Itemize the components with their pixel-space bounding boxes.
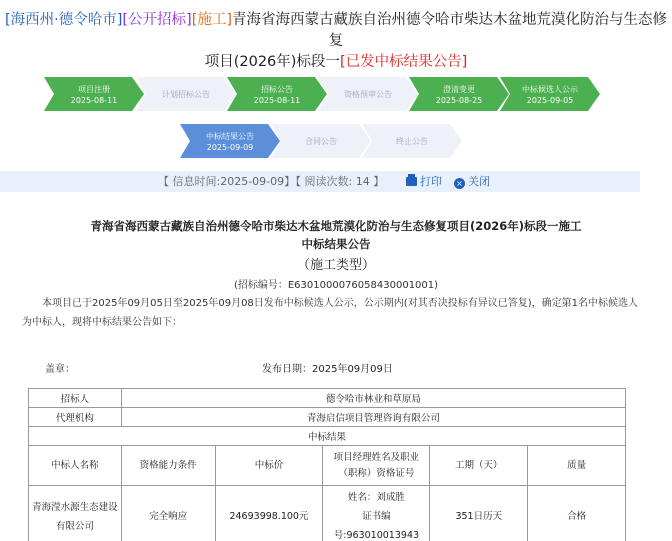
table-row (29, 408, 626, 427)
step-label: 计划招标公告 (162, 90, 210, 99)
publish-date: 发布日期：2025年09月09日 (262, 364, 393, 375)
step-2 (136, 77, 236, 111)
title-name-line2: 项目(2026年)标段一 (204, 54, 340, 70)
table-row (29, 389, 626, 408)
title-region[interactable]: [海西州·德令哈市] (4, 12, 123, 28)
winner-manager (323, 486, 430, 541)
info-views (290, 171, 384, 192)
step-date: 2025-08-11 (70, 96, 118, 105)
page-title (0, 10, 672, 73)
close-label: 关闭 (468, 175, 490, 188)
title-name: 青海省海西蒙古藏族自治州德令哈市柴达木盆地荒漠化防治与生态修复 (232, 12, 668, 49)
step-label: 招标公告 (261, 85, 293, 94)
agency-label: 代理机构 (29, 408, 122, 427)
title-status: [已发中标结果公告] (339, 54, 468, 70)
table-header-row (29, 446, 626, 486)
manager-cert: 证书编号:963010013943 (333, 511, 420, 541)
step-8 (271, 124, 371, 158)
col-header: 工期（天） (430, 446, 528, 486)
tenderer-value: 德令哈市林业和草原局 (121, 389, 625, 408)
col-header: 质量 (528, 446, 626, 486)
printer-icon (406, 177, 417, 186)
doc-type: （施工类型） (296, 258, 375, 273)
col-header: 项目经理姓名及职业（职称）资格证号 (323, 446, 430, 486)
table-row (29, 486, 626, 541)
step-4 (318, 77, 418, 111)
title-type[interactable]: [施工] (191, 12, 233, 28)
step-label: 资格预审公告 (344, 90, 392, 99)
col-header: 中标人名称 (29, 446, 122, 486)
step-6[interactable] (500, 77, 600, 111)
print-button[interactable] (406, 171, 442, 192)
step-label: 项目注册 (78, 85, 110, 94)
print-label: 打印 (420, 175, 442, 188)
info-time: 【 信息时间:2025-09-09】 (158, 175, 296, 188)
step-label: 中标结果公告 (206, 132, 254, 141)
doc-body: 本项目已于2025年09月05日至2025年09月08日发布中标候选人公示，公示期内(对其否决投标有异议已答复)，确定第1名中标候选人为中标人，现将中标结果公告如下： (22, 298, 638, 328)
winner-quality: 合格 (528, 486, 626, 541)
col-header: 中标价 (215, 446, 323, 486)
step-label: 终止公告 (396, 137, 428, 146)
step-5[interactable] (409, 77, 509, 111)
manager-name: 姓名：刘成胜 (347, 492, 405, 503)
winner-qualification: 完全响应 (121, 486, 215, 541)
step-date: 2025-08-25 (435, 96, 483, 105)
info-bar (0, 171, 640, 192)
doc-title-line1: 青海省海西蒙古藏族自治州德令哈市柴达木盆地荒漠化防治与生态修复项目(2026年)标段一施工 (90, 219, 582, 233)
tenderer-label: 招标人 (29, 389, 122, 408)
winner-price: 24693998.100元 (215, 486, 323, 541)
winner-duration: 351日历天 (430, 486, 528, 541)
title-mode[interactable]: [公开招标] (122, 12, 192, 28)
doc-title-line2: 中标结果公告 (301, 237, 371, 251)
info-views-label: 【 阅读次数: (290, 175, 353, 188)
close-icon: × (454, 178, 465, 189)
result-table (28, 388, 626, 541)
step-date: 2025-09-05 (526, 96, 574, 105)
result-header: 中标结果 (29, 427, 626, 446)
step-label: 中标候选人公示 (522, 85, 578, 94)
winner-name: 青海滢水源生态建设有限公司 (29, 486, 122, 541)
table-row (29, 427, 626, 446)
step-1[interactable] (44, 77, 144, 111)
step-date: 2025-09-09 (206, 143, 254, 152)
tender-code: (招标编号：E6301000076058430001001) (233, 280, 439, 291)
step-7[interactable] (180, 124, 280, 158)
step-9 (362, 124, 462, 158)
info-views-count: 14 (355, 175, 370, 188)
info-views-end: 】 (373, 175, 385, 188)
step-date: 2025-08-11 (253, 96, 301, 105)
step-label: 澄清变更 (443, 85, 475, 94)
close-button[interactable] (454, 171, 490, 192)
seal-label: 盖章： (45, 364, 75, 375)
col-header: 资格能力条件 (121, 446, 215, 486)
step-3[interactable] (227, 77, 327, 111)
step-label: 合同公告 (305, 137, 337, 146)
agency-value: 青海启信项目管理咨询有限公司 (121, 408, 625, 427)
